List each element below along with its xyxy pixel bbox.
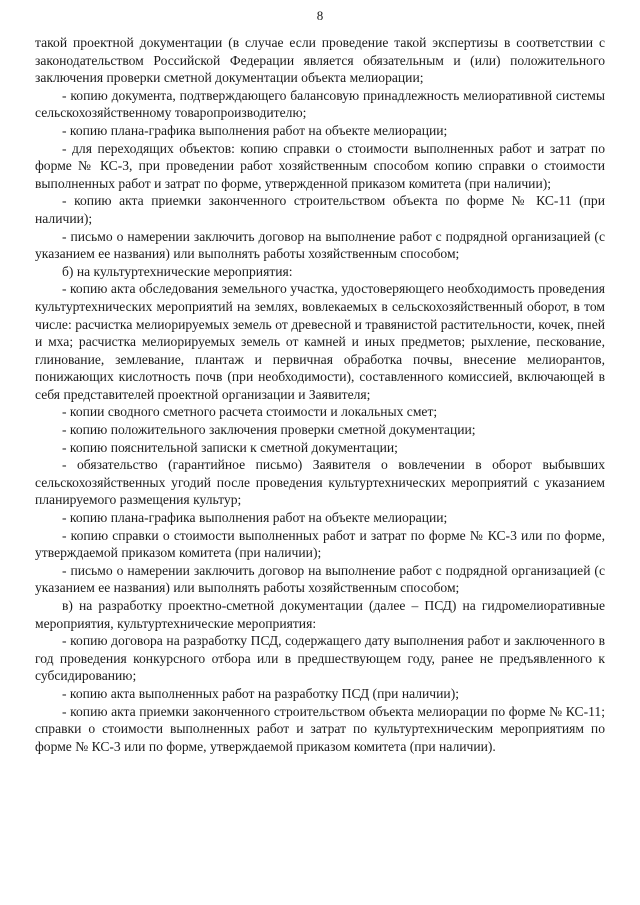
paragraph: - копию договора на разработку ПСД, содержащего дату выполнения работ и заключенного в год проведения конкурсного отбора или в предшествующем году, ранее не предъявленного к субсидированию;	[35, 633, 605, 684]
paragraph: - письмо о намерении заключить договор на выполнение работ с подрядной организацией (с указанием ее названия) или выполнять работы хозяйственным способом;	[35, 228, 605, 262]
paragraph: б) на культуртехнические мероприятия:	[62, 263, 293, 279]
paragraph: - копию акта выполненных работ на разработку ПСД (при наличии);	[62, 685, 459, 701]
page-number: 8	[316, 8, 324, 23]
paragraph: - копию акта приемки законченного строительством объекта мелиорации по форме № КС-11; справки о стоимости выполненных работ и затрат по культуртехническим мероприятиям по форме № КС-3 или по форме, утверждаемой приказом комитета (при наличии).	[35, 703, 605, 754]
paragraph: - копию плана-графика выполнения работ на объекте мелиорации;	[62, 122, 448, 138]
paragraph: - копии сводного сметного расчета стоимости и локальных смет;	[62, 404, 438, 420]
paragraph: - копию пояснительной записки к сметной документации;	[62, 439, 398, 455]
paragraph: - копию документа, подтверждающего балансовую принадлежность мелиоративной системы сельскохозяйственному товаропроизводителю;	[35, 87, 605, 121]
paragraph: - письмо о намерении заключить договор на выполнение работ с подрядной организацией (с указанием ее названия) или выполнять работы хозяйственным способом;	[35, 562, 605, 596]
paragraph: - копию акта приемки законченного строительством объекта по форме № КС-11 (при наличии);	[35, 193, 605, 226]
paragraph: - обязательство (гарантийное письмо) Заявителя о вовлечении в оборот выбывших сельскохозяйственных угодий после проведения культуртехнических мероприятий с указанием планируемого размещения культур;	[35, 457, 605, 508]
paragraph: - для переходящих объектов: копию справки о стоимости выполненных работ и затрат по форме № КС-3, при проведении работ хозяйственным способом копию справки о стоимости выполненных работ и затрат по форме, утвержденной приказом комитета (при наличии);	[35, 140, 605, 191]
paragraph: в) на разработку проектно-сметной документации (далее – ПСД) на гидромелиоративные мероприятия, культуртехнические мероприятия:	[35, 598, 605, 631]
paragraph: - копию положительного заключения проверки сметной документации;	[62, 422, 476, 438]
paragraph: - копию плана-графика выполнения работ на объекте мелиорации;	[62, 510, 448, 526]
paragraph: - копию справки о стоимости выполненных работ и затрат по форме № КС-3 или по форме, утверждаемой приказом комитета (при наличии);	[35, 527, 605, 561]
document-body	[35, 34, 605, 755]
paragraph: такой проектной документации (в случае если проведение такой экспертизы в соответствии с законодательством Российской Федерации является обязательным и (или) положительного заключения проверки сметной документации объекта мелиорации;	[35, 35, 605, 86]
paragraph: - копию акта обследования земельного участка, удостоверяющего необходимость проведения культуртехнических мероприятий на землях, вовлекаемых в сельскохозяйственный оборот, в том числе: расчистка мелиорируемых земель от древесной и травянистой растительности, кочек, пней и мха; расчистка мелиорируемых земель от камней и иных предметов; рыхление, пескование, глинование, землевание, плантаж и первичная обработка почвы, внесение мелиорантов, понижающих кислотность почв (при необходимости), составленного комиссией, включающей в себя представителей проектной организации и Заявителя;	[35, 281, 605, 402]
